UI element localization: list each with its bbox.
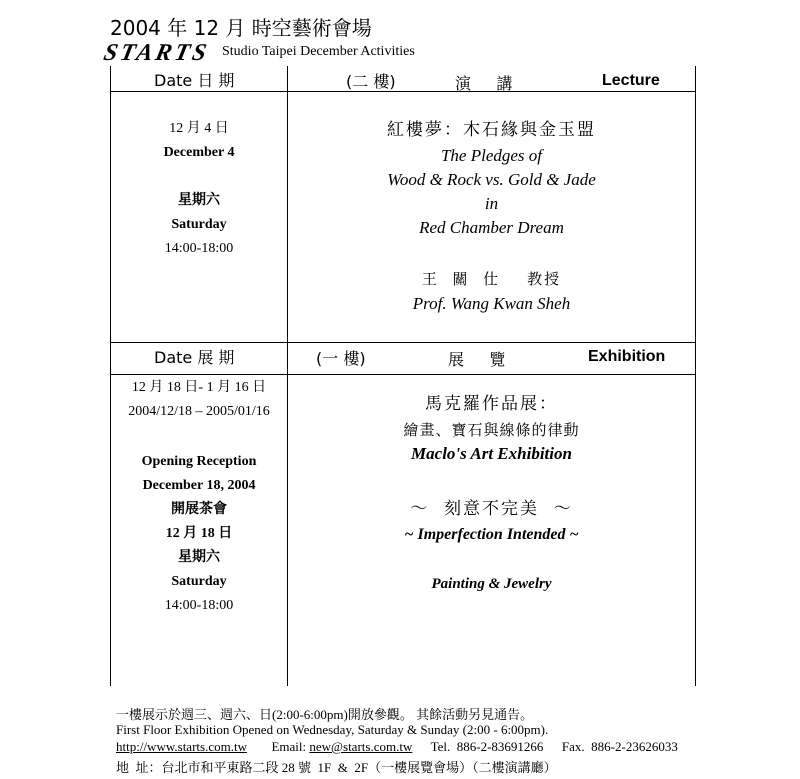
lecture-date-column <box>111 117 287 261</box>
email-link[interactable]: new@starts.com.tw <box>309 739 413 754</box>
spacer <box>288 240 695 266</box>
section-divider-rule <box>110 342 696 343</box>
exhibition-date-header: Date 展 期 <box>154 348 235 367</box>
page-title: 2004 年 12 月 時空藝術會場 <box>110 16 372 40</box>
lecture-title-en-3: in <box>484 194 499 213</box>
lecture-time: 14:00-18:00 <box>164 241 234 256</box>
starts-logo: STARTS <box>101 40 212 66</box>
fax: Fax. 886-2-23626033 <box>561 739 678 754</box>
lecture-floor-label: (二 樓) <box>346 72 396 91</box>
lecture-type-en: Lecture <box>602 72 660 89</box>
exhibition-floor-label: (一 樓) <box>316 349 366 368</box>
opening-weekday-en: Saturday <box>171 574 227 589</box>
opening-reception-cn: 開展茶會 <box>171 502 227 517</box>
table-right-border <box>695 66 696 686</box>
lecture-header-rule <box>110 91 696 92</box>
opening-reception-label: Opening Reception <box>141 454 257 469</box>
telephone: Tel. 886-2-83691266 <box>430 739 544 754</box>
exhibition-content <box>288 390 695 596</box>
exhibition-type-en: Exhibition <box>588 348 666 365</box>
spacer <box>111 424 287 450</box>
page-subtitle: Studio Taipei December Activities <box>222 44 415 59</box>
exhibition-theme-cn: ～ 刻意不完美 ～ <box>410 499 573 519</box>
lecture-content <box>288 117 695 316</box>
exhibition-type-cn: 展 覽 <box>448 350 506 369</box>
exhibition-date-iso: 2004/12/18 – 2005/01/16 <box>128 404 270 419</box>
spacer <box>288 466 695 496</box>
lecture-title-en-4: Red Chamber Dream <box>419 218 564 237</box>
spacer <box>288 548 695 572</box>
lecture-type-cn: 演 講 <box>455 74 513 93</box>
footer-contact <box>116 739 678 755</box>
lecture-date-en: December 4 <box>163 145 235 160</box>
speaker-en: Prof. Wang Kwan Sheh <box>412 294 571 313</box>
lecture-date-cn: 12 月 4 日 <box>169 121 229 136</box>
website-link[interactable]: http://www.starts.com.tw <box>116 739 247 754</box>
footer-hours-en: First Floor Exhibition Opened on Wednesday, Saturday & Sunday (2:00 - 6:00pm). <box>116 722 549 737</box>
spacer <box>111 165 287 189</box>
opening-date-cn: 12 月 18 日 <box>165 526 233 541</box>
lecture-title-cn: 紅樓夢：木石緣與金玉盟 <box>387 120 596 140</box>
exhibition-date-column <box>111 376 287 618</box>
lecture-title-en-1: The Pledges of <box>440 146 543 165</box>
speaker-cn: 王 關 仕 教授 <box>421 270 562 288</box>
exhibition-date-cn: 12 月 18 日- 1 月 16 日 <box>131 380 267 395</box>
exhibition-header-rule <box>110 374 696 375</box>
opening-time: 14:00-18:00 <box>164 598 234 613</box>
exhibition-title-cn: 馬克羅作品展： <box>425 394 558 414</box>
lecture-weekday-cn: 星期六 <box>178 193 220 208</box>
exhibition-title-en: Maclo's Art Exhibition <box>411 444 572 463</box>
lecture-title-en-2: Wood & Rock vs. Gold & Jade <box>387 170 596 189</box>
exhibition-theme-en: ~ Imperfection Intended ~ <box>404 526 579 543</box>
lecture-date-header: Date 日 期 <box>154 71 235 90</box>
exhibition-subtitle-cn: 繪畫、寶石與線條的律動 <box>403 421 580 439</box>
email-label: Email: <box>271 739 307 754</box>
exhibition-media: Painting & Jewelry <box>431 576 552 592</box>
footer-address: 地 址：台北市和平東路二段 28 號 1F & 2F（一樓展覽會場）（二樓演講廳） <box>116 760 557 775</box>
opening-date-en: December 18, 2004 <box>142 478 256 493</box>
footer-hours-cn: 一樓展示於週三、週六、日(2:00-6:00pm)開放參觀。 其餘活動另見通告。 <box>116 707 534 722</box>
opening-weekday-cn: 星期六 <box>178 550 220 565</box>
lecture-weekday-en: Saturday <box>171 217 227 232</box>
